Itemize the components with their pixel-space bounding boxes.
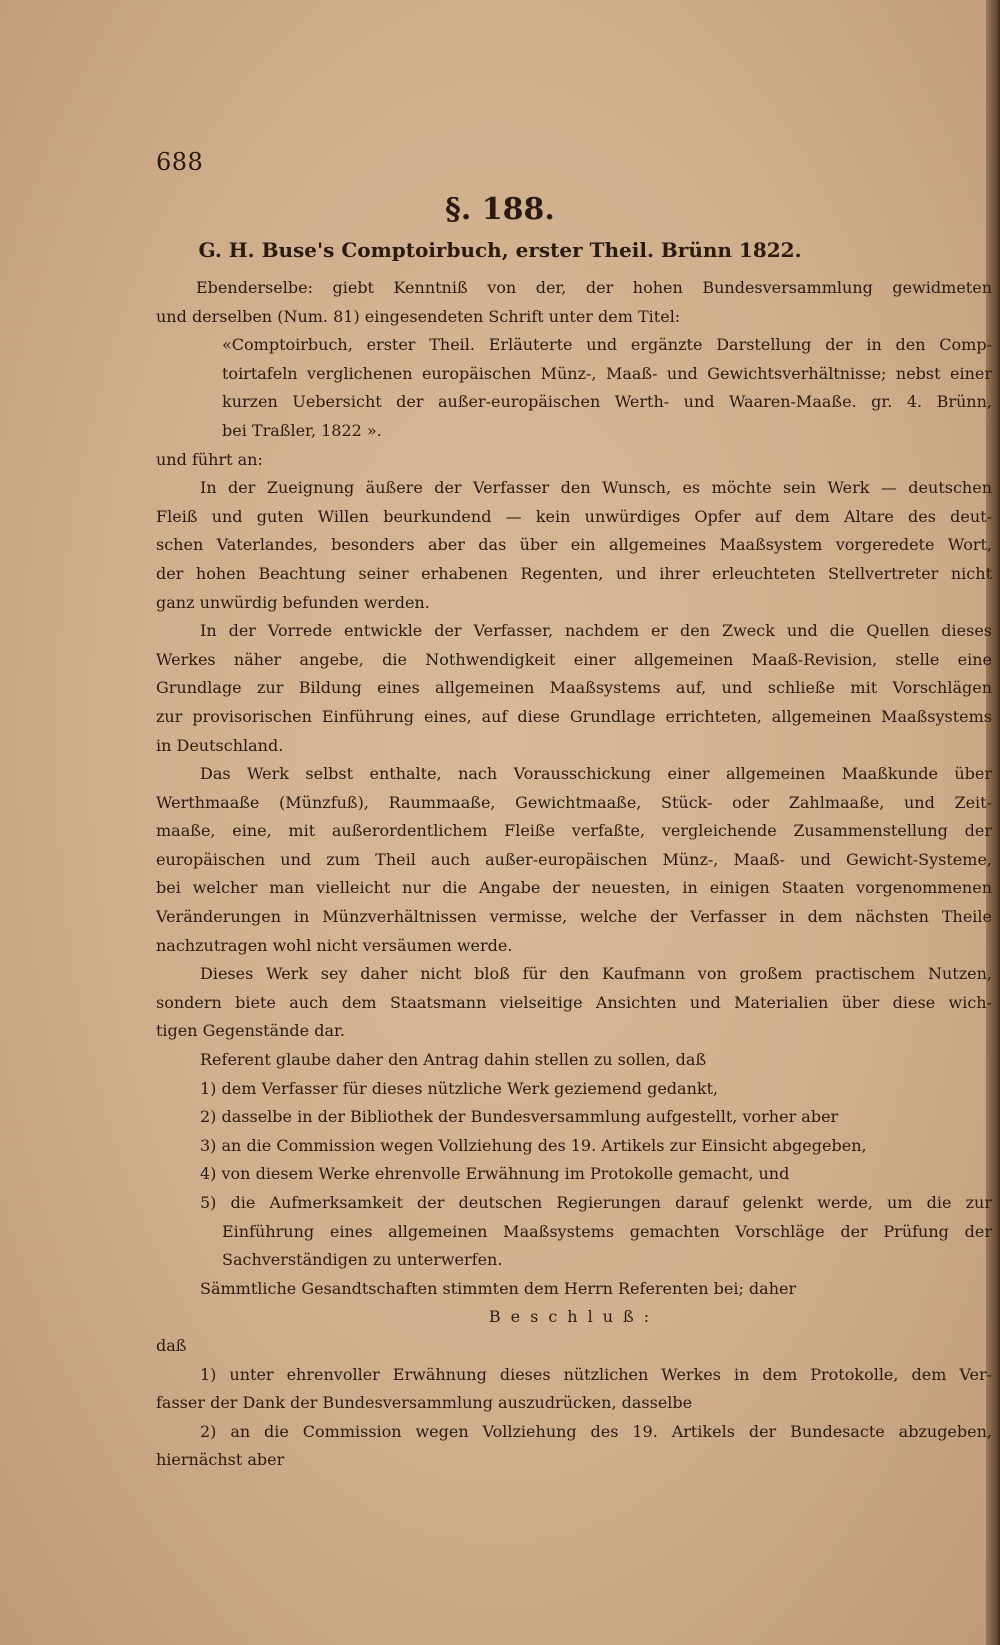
text-line: Referent glaube daher den Antrag dahin stellen zu sollen, daß <box>200 1050 707 1070</box>
text-line: Sämmtliche Gesandtschaften stimmten dem Herrn Referenten bei; daher <box>200 1278 797 1298</box>
text-line: 2) an die Commission wegen Vollziehung des 19. Artikels der Bundesacte abzugeben, <box>200 1421 992 1441</box>
text-line: Dieses Werk sey daher nicht bloß für den Kaufmann von großem practischem Nutzen, <box>200 964 992 984</box>
text-line: Grundlage zur Bildung eines allgemeinen Maaßsystems auf, und schließe mit Vorschlägen <box>156 678 992 698</box>
text-line: 1) unter ehrenvoller Erwähnung dieses nützlichen Werkes in dem Protokolle, dem Ver- <box>200 1364 992 1384</box>
text-line: zur provisorischen Einführung eines, auf diese Grundlage errichteten, allgemeinen Maaßsystems <box>156 706 992 726</box>
text-line: ganz unwürdig befunden werden. <box>156 592 430 612</box>
text-line: tigen Gegenstände dar. <box>156 1021 345 1041</box>
text-line: «Comptoirbuch, erster Theil. Erläuterte und ergänzte Darstellung der in den Comp- <box>222 335 992 355</box>
text-line: fasser der Dank der Bundesversammlung auszudrücken, dasselbe <box>156 1393 693 1413</box>
text-line: 4) von diesem Werke ehrenvolle Erwähnung im Protokolle gemacht, und <box>200 1164 790 1184</box>
text-line: Ebenderselbe: giebt Kenntniß von der, der hohen Bundesversammlung gewidmeten <box>196 278 992 297</box>
text-line: daß <box>156 1335 187 1355</box>
text-line: Sachverständigen zu unterwerfen. <box>222 1250 503 1270</box>
text-line: Das Werk selbst enthalte, nach Vorausschickung einer allgemeinen Maaßkunde über <box>200 764 992 784</box>
text-line: 2) dasselbe in der Bibliothek der Bundesversammlung aufgestellt, vorher aber <box>200 1107 839 1127</box>
text-line: toirtafeln verglichenen europäischen Münz-, Maaß- und Gewichtsverhältnisse; nebst einer <box>222 363 992 383</box>
text-line: und derselben (Num. 81) eingesendeten Schrift unter dem Titel: <box>156 306 681 326</box>
text-line: der hohen Beachtung seiner erhabenen Regenten, und ihrer erleuchteten Stellvertreter nicht <box>156 563 992 583</box>
text-line: 3) an die Commission wegen Vollziehung des 19. Artikels zur Einsicht abgegeben, <box>200 1135 867 1155</box>
text-line: Beschluß: <box>488 1307 660 1327</box>
text-line: Veränderungen in Münzverhältnissen vermisse, welche der Verfasser in dem nächsten Theile <box>156 907 992 927</box>
page-number: 688 <box>156 148 204 176</box>
text-line: in Deutschland. <box>156 735 284 755</box>
text-line: 5) die Aufmerksamkeit der deutschen Regierungen darauf gelenkt werde, um die zur <box>200 1193 992 1212</box>
text-line: 1) dem Verfasser für dieses nützliche Werk geziemend gedankt, <box>200 1078 719 1098</box>
text-line: kurzen Uebersicht der außer-europäischen Werth- und Waaren-Maaße. gr. 4. Brünn, <box>222 392 992 412</box>
text-line: Werthmaaße (Münzfuß), Raummaaße, Gewichtmaaße, Stück- oder Zahlmaaße, und Zeit- <box>156 792 992 812</box>
text-line: bei Traßler, 1822 ». <box>222 420 382 440</box>
text-line: und führt an: <box>156 449 263 469</box>
text-line: Einführung eines allgemeinen Maaßsystems gemachten Vorschläge der Prüfung der <box>222 1221 992 1241</box>
text-line: sondern biete auch dem Staatsmann vielseitige Ansichten und Materialien über diese wich- <box>156 992 992 1012</box>
text-line: nachzutragen wohl nicht versäumen werde. <box>156 935 513 955</box>
text-line: Werkes näher angebe, die Nothwendigkeit einer allgemeinen Maaß-Revision, stelle eine <box>156 649 992 669</box>
text-line: europäischen und zum Theil auch außer-europäischen Münz-, Maaß- und Gewicht-Systeme, <box>156 849 992 869</box>
text-line: maaße, eine, mit außerordentlichem Fleiße verfaßte, vergleichende Zusammenstellung der <box>156 821 992 841</box>
text-line: hiernächst aber <box>156 1450 285 1470</box>
text-line: Fleiß und guten Willen beurkundend — kein unwürdiges Opfer auf dem Altare des deut- <box>156 506 992 526</box>
text-line: bei welcher man vielleicht nur die Angabe der neuesten, in einigen Staaten vorgenommenen <box>156 878 992 898</box>
body-text <box>156 274 992 1475</box>
text-line: schen Vaterlandes, besonders aber das über ein allgemeines Maaßsystem vorgeredete Wort, <box>156 535 992 555</box>
text-line: In der Vorrede entwickle der Verfasser, nachdem er den Zweck und die Quellen dieses <box>200 621 992 641</box>
text-line: In der Zueignung äußere der Verfasser den Wunsch, es möchte sein Werk — deutschen <box>200 478 992 498</box>
book-title: G. H. Buse's Comptoirbuch, erster Theil. Brünn 1822. <box>198 238 802 262</box>
section-heading: §. 188. <box>445 192 555 227</box>
